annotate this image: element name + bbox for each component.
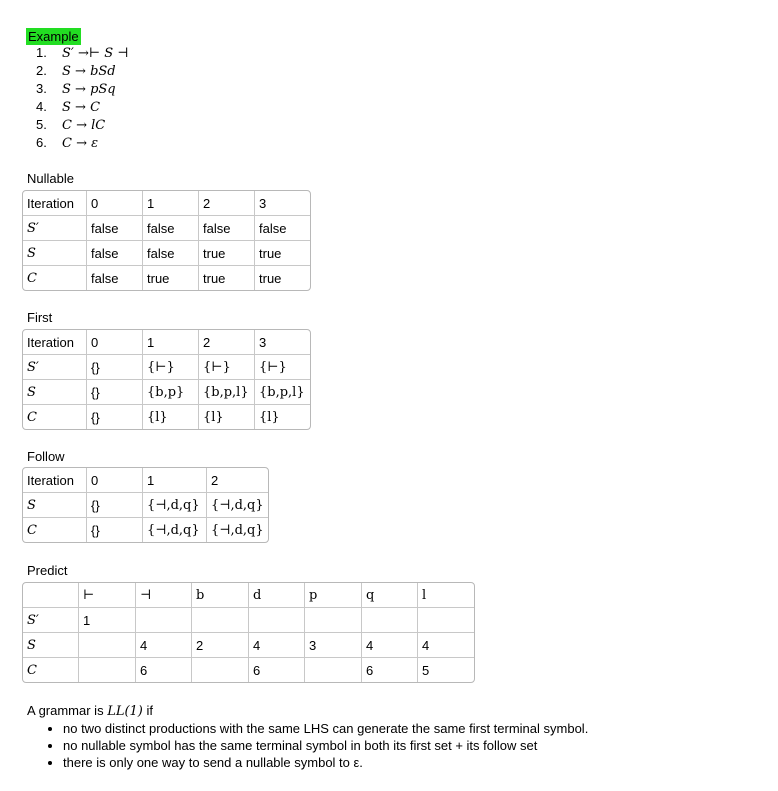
value-cell: false bbox=[87, 216, 143, 241]
header-cell: p bbox=[305, 583, 362, 608]
table-header-row bbox=[23, 330, 310, 355]
production-number: 6. bbox=[36, 135, 47, 150]
symbol-cell: S bbox=[23, 633, 79, 658]
header-cell: d bbox=[249, 583, 305, 608]
nullable-title: Nullable bbox=[27, 171, 74, 186]
header-cell: b bbox=[192, 583, 249, 608]
symbol-cell: C bbox=[23, 405, 87, 429]
table-row bbox=[23, 241, 310, 266]
value-cell: {⊣,d,q} bbox=[143, 518, 207, 542]
table-row bbox=[23, 216, 310, 241]
production-rule: C → lC bbox=[62, 118, 106, 133]
production-6 bbox=[36, 134, 98, 152]
value-cell: {} bbox=[87, 380, 143, 405]
value-cell bbox=[305, 608, 362, 633]
symbol-cell: S′ bbox=[23, 608, 79, 633]
follow-title: Follow bbox=[27, 449, 65, 464]
value-cell: 4 bbox=[418, 633, 474, 658]
follow-table bbox=[22, 467, 269, 543]
production-rule: S → bSd bbox=[62, 64, 116, 79]
table-row bbox=[23, 355, 310, 380]
table-row bbox=[23, 633, 474, 658]
value-cell: {l} bbox=[143, 405, 199, 429]
header-cell: Iteration bbox=[23, 468, 87, 493]
value-cell: {⊣,d,q} bbox=[143, 493, 207, 518]
value-cell: 2 bbox=[192, 633, 249, 658]
value-cell bbox=[362, 608, 418, 633]
value-cell: {} bbox=[87, 518, 143, 542]
header-cell: 1 bbox=[143, 468, 207, 493]
value-cell bbox=[192, 608, 249, 633]
table-row bbox=[23, 266, 310, 290]
symbol-cell: S′ bbox=[23, 216, 87, 241]
table-header-row bbox=[23, 583, 474, 608]
header-cell: 3 bbox=[255, 330, 310, 355]
value-cell: 4 bbox=[362, 633, 418, 658]
value-cell bbox=[192, 658, 249, 682]
header-cell: 1 bbox=[143, 330, 199, 355]
production-rule: C → ε bbox=[62, 136, 99, 151]
value-cell bbox=[79, 633, 136, 658]
production-4 bbox=[36, 98, 100, 116]
value-cell bbox=[79, 658, 136, 682]
first-title: First bbox=[27, 310, 53, 325]
header-cell: Iteration bbox=[23, 191, 87, 216]
value-cell: true bbox=[199, 241, 255, 266]
table-header-row bbox=[23, 468, 268, 493]
value-cell: {} bbox=[87, 493, 143, 518]
header-cell: 1 bbox=[143, 191, 199, 216]
header-cell bbox=[23, 583, 79, 608]
header-cell: q bbox=[362, 583, 418, 608]
value-cell: {l} bbox=[199, 405, 255, 429]
header-cell: 2 bbox=[199, 330, 255, 355]
value-cell: false bbox=[87, 241, 143, 266]
production-rule: S → C bbox=[62, 100, 101, 115]
value-cell: false bbox=[143, 241, 199, 266]
production-number: 3. bbox=[36, 81, 47, 96]
value-cell: true bbox=[255, 241, 310, 266]
table-row bbox=[23, 518, 268, 542]
header-cell: 2 bbox=[199, 191, 255, 216]
value-cell: false bbox=[255, 216, 310, 241]
symbol-cell: S′ bbox=[23, 355, 87, 380]
value-cell bbox=[249, 608, 305, 633]
value-cell: {b,p,l} bbox=[255, 380, 310, 405]
symbol-cell: S bbox=[23, 241, 87, 266]
header-cell: 2 bbox=[207, 468, 268, 493]
header-cell: 0 bbox=[87, 330, 143, 355]
predict-table bbox=[22, 582, 475, 683]
value-cell: {b,p,l} bbox=[199, 380, 255, 405]
value-cell: {⊣,d,q} bbox=[211, 522, 264, 538]
table-row bbox=[23, 405, 310, 429]
value-cell: 4 bbox=[136, 633, 192, 658]
header-cell: ⊢ bbox=[79, 583, 136, 608]
ll1-condition-item: • no nullable symbol has the same terminal symbol in both its first set + its follow set bbox=[63, 737, 763, 754]
production-rule: S → pSq bbox=[62, 82, 116, 97]
value-cell: 4 bbox=[249, 633, 305, 658]
value-cell: false bbox=[143, 216, 199, 241]
value-cell: {b,p} bbox=[143, 380, 199, 405]
value-cell: true bbox=[199, 266, 255, 290]
header-cell: 0 bbox=[87, 468, 143, 493]
value-cell: {⊢} bbox=[143, 355, 199, 380]
example-label: Example bbox=[28, 29, 79, 44]
value-cell: true bbox=[259, 270, 282, 286]
nullable-table bbox=[22, 190, 311, 291]
value-cell: false bbox=[87, 266, 143, 290]
symbol-cell: C bbox=[23, 658, 79, 682]
value-cell: 6 bbox=[249, 658, 305, 682]
ll1-conditions-list bbox=[40, 720, 763, 771]
ll1-condition-item: • there is only one way to send a nullable symbol to ε. bbox=[63, 754, 763, 771]
production-3 bbox=[36, 80, 116, 98]
production-number: 1. bbox=[36, 45, 47, 60]
value-cell: 6 bbox=[136, 658, 192, 682]
value-cell bbox=[136, 608, 192, 633]
header-cell: Iteration bbox=[23, 330, 87, 355]
value-cell: {⊣,d,q} bbox=[207, 493, 268, 518]
symbol-cell: C bbox=[23, 518, 87, 542]
value-cell: {l} bbox=[259, 409, 280, 425]
symbol-cell: C bbox=[23, 266, 87, 290]
ll1-heading-prefix: A grammar is bbox=[27, 703, 108, 718]
production-number: 5. bbox=[36, 117, 47, 132]
production-2 bbox=[36, 62, 116, 80]
production-5 bbox=[36, 116, 105, 134]
predict-title: Predict bbox=[27, 563, 68, 578]
ll1-heading bbox=[27, 702, 153, 721]
value-cell: 1 bbox=[79, 608, 136, 633]
ll1-heading-suffix: if bbox=[142, 703, 153, 718]
production-number: 2. bbox=[36, 63, 47, 78]
value-cell bbox=[305, 658, 362, 682]
value-cell: 3 bbox=[305, 633, 362, 658]
value-cell: false bbox=[199, 216, 255, 241]
table-row bbox=[23, 658, 474, 682]
value-cell: 6 bbox=[362, 658, 418, 682]
header-cell: ⊣ bbox=[136, 583, 192, 608]
table-row bbox=[23, 608, 474, 633]
first-table bbox=[22, 329, 311, 430]
value-cell: {} bbox=[87, 405, 143, 429]
production-number: 4. bbox=[36, 99, 47, 114]
header-cell: 3 bbox=[255, 191, 310, 216]
table-row bbox=[23, 493, 268, 518]
value-cell: {⊢} bbox=[199, 355, 255, 380]
production-rule: S′ →⊢ S ⊣ bbox=[62, 46, 129, 61]
value-cell bbox=[418, 608, 474, 633]
value-cell: 5 bbox=[422, 662, 430, 678]
ll1-condition-item: • no two distinct productions with the same LHS can generate the same first terminal symbol. bbox=[63, 720, 763, 737]
ll1-heading-math: LL(1) bbox=[107, 704, 143, 719]
header-cell: 0 bbox=[87, 191, 143, 216]
header-cell: l bbox=[418, 583, 474, 608]
production-1 bbox=[36, 44, 128, 62]
table-header-row bbox=[23, 191, 310, 216]
table-row bbox=[23, 380, 310, 405]
value-cell: {} bbox=[87, 355, 143, 380]
value-cell: {⊢} bbox=[255, 355, 310, 380]
symbol-cell: S bbox=[23, 380, 87, 405]
symbol-cell: S bbox=[23, 493, 87, 518]
value-cell: true bbox=[143, 266, 199, 290]
